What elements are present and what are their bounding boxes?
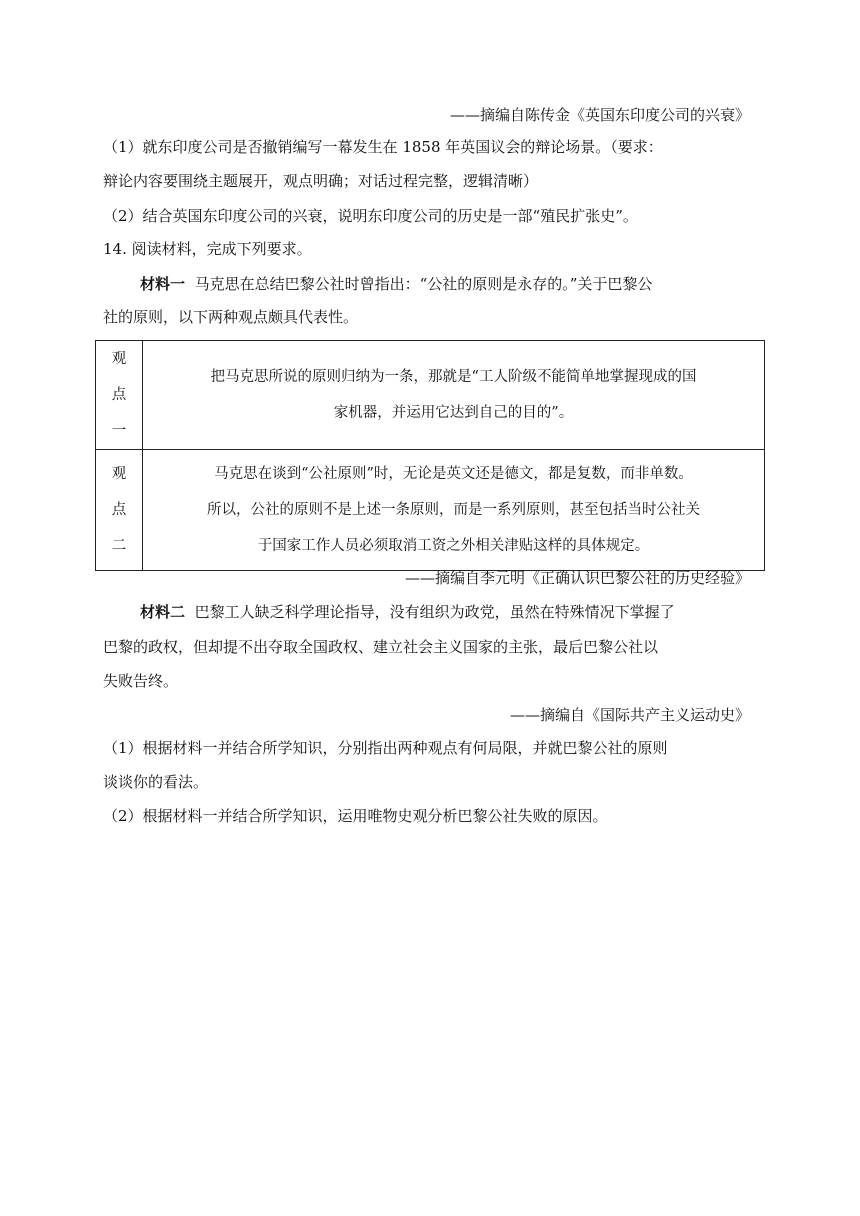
- viewpoint-label: 观 点 二: [96, 450, 143, 571]
- q13-part1-line2: 辩论内容要围绕主题展开，观点明确；对话过程完整，逻辑清晰）: [103, 172, 539, 190]
- table-row: [96, 450, 765, 571]
- material2-text: 巴黎工人缺乏科学理论指导，没有组织为政党，虽然在特殊情况下掌握了: [194, 603, 675, 621]
- source-citation-2: ——摘编自《国际共产主义运动史》: [509, 706, 750, 724]
- source-citation-1: ——摘编自陈传金《英国东印度公司的兴衰》: [449, 106, 750, 124]
- viewpoint-label: 观 点 一: [96, 341, 143, 450]
- viewpoint-content: 把马克思所说的原则归纳为一条，那就是“工人阶级不能简单地掌握现成的国 家机器，并运用它达到自己的目的”。: [143, 341, 765, 450]
- q14-question1-line1: （1）根据材料一并结合所学知识，分别指出两种观点有何局限，并就巴黎公社的原则: [103, 739, 668, 757]
- material2-line3: 失败告终。: [103, 672, 179, 690]
- material1-line2: 社的原则，以下两种观点颇具代表性。: [103, 308, 359, 326]
- viewpoint-content: 马克思在谈到“公社原则”时，无论是英文还是德文，都是复数，而非单数。 所以，公社的原则不是上述一条原则，而是一系列原则，甚至包括当时公社关 于国家工作人员必须取消工资之外相关津贴这样的具体规定。: [143, 450, 765, 571]
- material2-line2: 巴黎的政权，但却提不出夺取全国政权、建立社会主义国家的主张，最后巴黎公社以: [103, 638, 659, 656]
- table-row: [96, 341, 765, 450]
- material2-label: 材料二: [140, 603, 186, 621]
- viewpoints-table: [95, 340, 765, 571]
- material1-line1: [140, 273, 652, 295]
- q14-question2: （2）根据材料一并结合所学知识，运用唯物史观分析巴黎公社失败的原因。: [103, 807, 608, 825]
- material2-line1: [140, 601, 675, 623]
- q13-part2: （2）结合英国东印度公司的兴衰，说明东印度公司的历史是一部“殖民扩张史”。: [103, 207, 638, 225]
- source-citation-table: ——摘编自李元明《正确认识巴黎公社的历史经验》: [404, 569, 750, 587]
- material1-text: 马克思在总结巴黎公社时曾指出：“公社的原则是永存的。”关于巴黎公: [194, 275, 653, 293]
- q14-question1-line2: 谈谈你的看法。: [103, 773, 209, 791]
- material1-label: 材料一: [140, 275, 186, 293]
- q13-part1-line1: （1）就东印度公司是否撤销编写一幕发生在 1858 年英国议会的辩论场景。（要求：: [103, 138, 663, 156]
- q14-title: 14. 阅读材料，完成下列要求。: [103, 240, 312, 258]
